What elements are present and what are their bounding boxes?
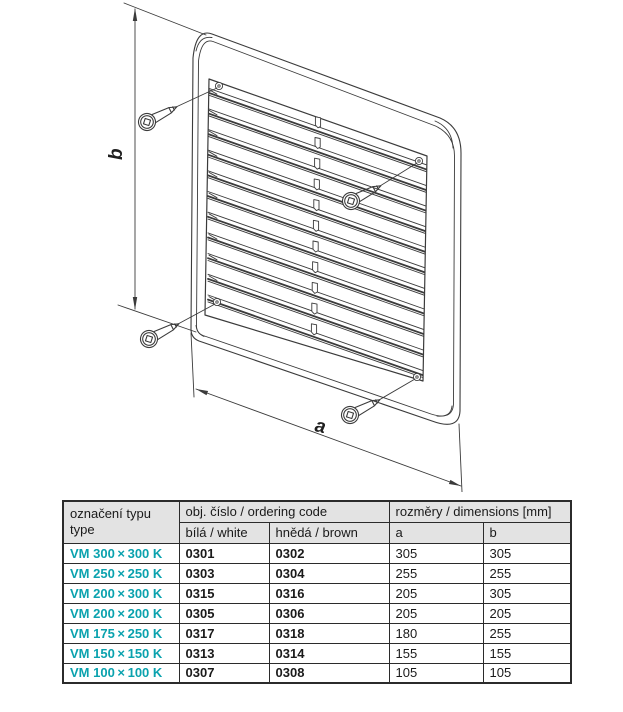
code-white-cell: 0307: [179, 663, 269, 683]
spec-table: [62, 500, 572, 684]
header-type-line1: označení typu: [70, 506, 151, 521]
type-cell: VM 200 × 200 K: [63, 603, 179, 623]
code-brown-cell: 0306: [269, 603, 389, 623]
dim-a-cell: 155: [389, 643, 483, 663]
table-row: [63, 583, 571, 603]
table-row: [63, 603, 571, 623]
dim-b-cell: 105: [483, 663, 571, 683]
code-white-cell: 0313: [179, 643, 269, 663]
table-header-row-1: [63, 501, 571, 522]
header-type-line2: type: [70, 522, 95, 538]
header-dimensions: rozměry / dimensions [mm]: [389, 501, 571, 522]
code-brown-cell: 0318: [269, 623, 389, 643]
dimension-b-label: b: [106, 148, 127, 160]
screw-icon: [138, 316, 183, 350]
type-cell: VM 250 × 250 K: [63, 563, 179, 583]
code-white-cell: 0303: [179, 563, 269, 583]
header-dim-b: b: [483, 522, 571, 543]
code-brown-cell: 0314: [269, 643, 389, 663]
table-row: [63, 543, 571, 563]
dim-b-cell: 155: [483, 643, 571, 663]
table-row: [63, 563, 571, 583]
code-white-cell: 0301: [179, 543, 269, 563]
type-cell: VM 300 × 300 K: [63, 543, 179, 563]
dim-b-cell: 305: [483, 583, 571, 603]
type-cell: VM 175 × 250 K: [63, 623, 179, 643]
type-cell: VM 150 × 150 K: [63, 643, 179, 663]
dim-a-cell: 180: [389, 623, 483, 643]
code-brown-cell: 0302: [269, 543, 389, 563]
dim-a-cell: 205: [389, 583, 483, 603]
header-brown: hnědá / brown: [269, 522, 389, 543]
table-row: [63, 643, 571, 663]
code-white-cell: 0305: [179, 603, 269, 623]
type-cell: VM 200 × 300 K: [63, 583, 179, 603]
header-white: bílá / white: [179, 522, 269, 543]
header-ordering-code: obj. číslo / ordering code: [179, 501, 389, 522]
dim-a-cell: 205: [389, 603, 483, 623]
dimension-a-line: [196, 389, 461, 486]
dim-b-cell: 255: [483, 623, 571, 643]
corner-cap-bottom-right: [437, 406, 452, 416]
screw-icon: [339, 392, 384, 426]
dimension-b-extension-lines: [118, 3, 206, 332]
screw-icon: [136, 99, 181, 133]
dim-a-cell: 105: [389, 663, 483, 683]
dimension-a-extension-lines: [191, 333, 462, 492]
table-row: [63, 663, 571, 683]
code-brown-cell: 0308: [269, 663, 389, 683]
code-white-cell: 0315: [179, 583, 269, 603]
code-brown-cell: 0316: [269, 583, 389, 603]
grille-louvers: [208, 88, 426, 379]
dim-b-cell: 255: [483, 563, 571, 583]
dim-b-cell: 205: [483, 603, 571, 623]
header-type: [63, 501, 179, 543]
dim-b-cell: 305: [483, 543, 571, 563]
header-dim-a: a: [389, 522, 483, 543]
code-white-cell: 0317: [179, 623, 269, 643]
table-row: [63, 623, 571, 643]
type-cell: VM 100 × 100 K: [63, 663, 179, 683]
dim-a-cell: 305: [389, 543, 483, 563]
dim-a-cell: 255: [389, 563, 483, 583]
dimension-b-line: [133, 8, 137, 310]
corner-cap-bottom-left: [196, 326, 204, 337]
code-brown-cell: 0304: [269, 563, 389, 583]
dimension-a-label: a: [312, 415, 328, 439]
